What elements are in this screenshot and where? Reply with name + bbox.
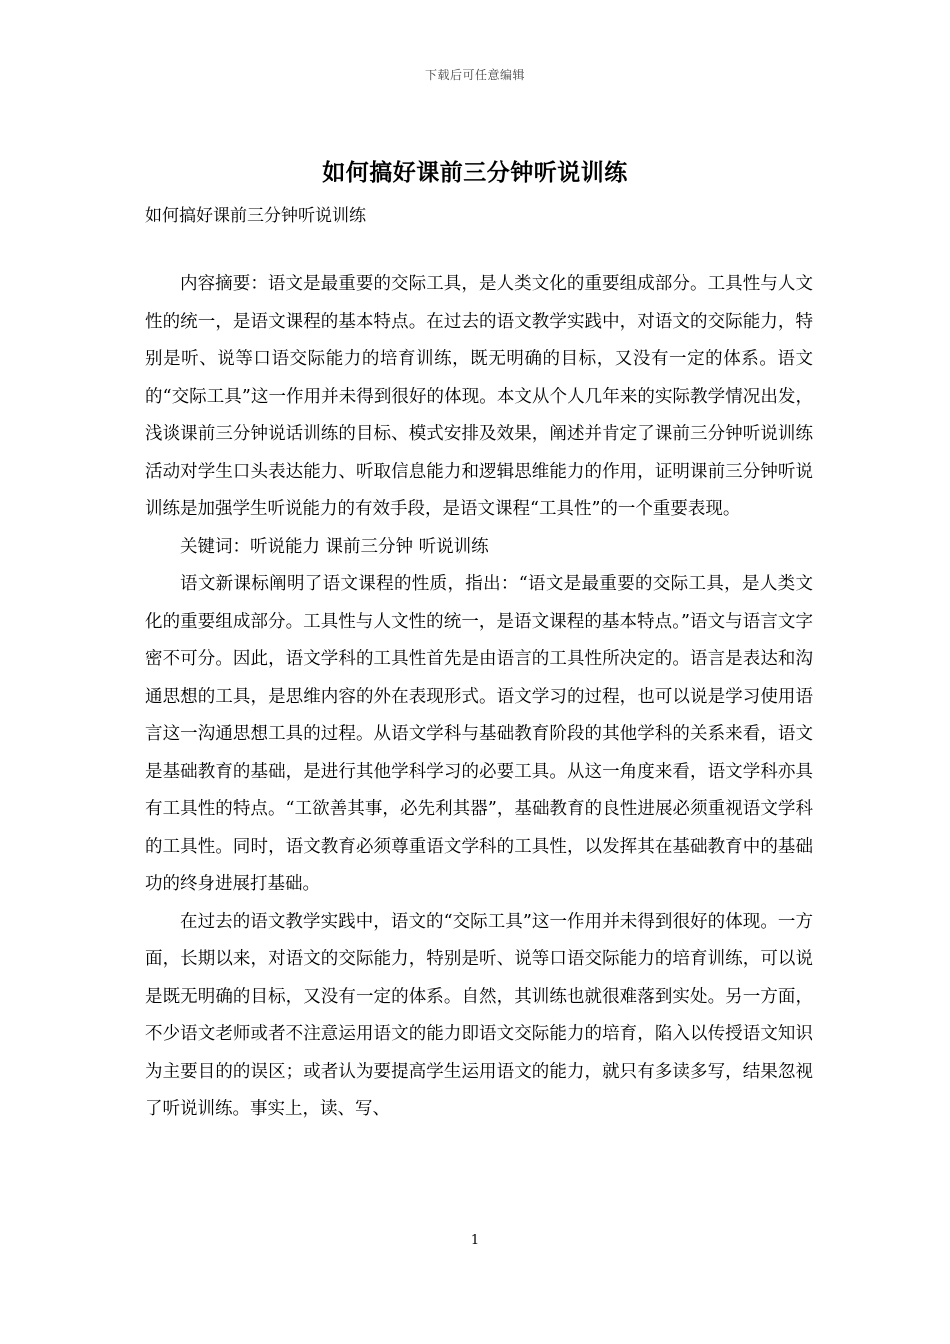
keywords-paragraph: 关键词：听说能力 课前三分钟 听说训练 xyxy=(180,536,489,557)
page-number: 1 xyxy=(470,1233,480,1248)
document-body xyxy=(145,266,813,1129)
abstract-paragraph: 内容摘要：语文是最重要的交际工具，是人类文化的重要组成部分。工具性与人文性的统一，是语文课程的基本特点。在过去的语文教学实践中，对语文的交际能力，特别是听、说等口语交际能力的培育训练，既无明确的目标，又没有一定的体系。语文的“交际工具”这一作用并未得到很好的体现。本文从个人几年来的实际教学情况出发，浅谈课前三分钟说话训练的目标、模式安排及效果，阐述并肯定了课前三分钟听说训练活动对学生口头表达能力、听取信息能力和逻辑思维能力的作用，证明课前三分钟听说训练是加强学生听说能力的有效手段，是语文课程“工具性”的一个重要表现。 xyxy=(145,274,813,519)
document-title: 如何搞好课前三分钟听说训练 xyxy=(322,159,628,186)
document-subtitle: 如何搞好课前三分钟听说训练 xyxy=(145,206,366,226)
body-paragraph: 语文新课标阐明了语文课程的性质，指出：“语文是最重要的交际工具，是人类文化的重要组成部分。工具性与人文性的统一，是语文课程的基本特点。”语文与语言文字密不可分。因此，语文学科的工具性首先是由语言的工具性所决定的。语言是表达和沟通思想的工具，是思维内容的外在表现形式。语文学习的过程，也可以说是学习使用语言这一沟通思想工具的过程。从语文学科与基础教育阶段的其他学科的关系来看，语文是基础教育的基础，是进行其他学科学习的必要工具。从这一角度来看，语文学科亦具有工具性的特点。“工欲善其事，必先利其器”，基础教育的良性进展必须重视语文学科的工具性。同时，语文教育必须尊重语文学科的工具性，以发挥其在基础教育中的基础功的终身进展打基础。 xyxy=(145,574,813,894)
body-paragraph: 在过去的语文教学实践中，语文的“交际工具”这一作用并未得到很好的体现。一方面，长期以来，对语文的交际能力，特别是听、说等口语交际能力的培育训练，可以说是既无明确的目标，又没有一定的体系。自然，其训练也就很难落到实处。另一方面，不少语文老师或者不注意运用语文的能力即语文交际能力的培育，陷入以传授语文知识为主要目的的误区；或者认为要提高学生运用语文的能力，就只有多读多写，结果忽视了听说训练。事实上，读、写、 xyxy=(145,911,813,1119)
page-header: 下载后可任意编辑 xyxy=(424,68,525,82)
